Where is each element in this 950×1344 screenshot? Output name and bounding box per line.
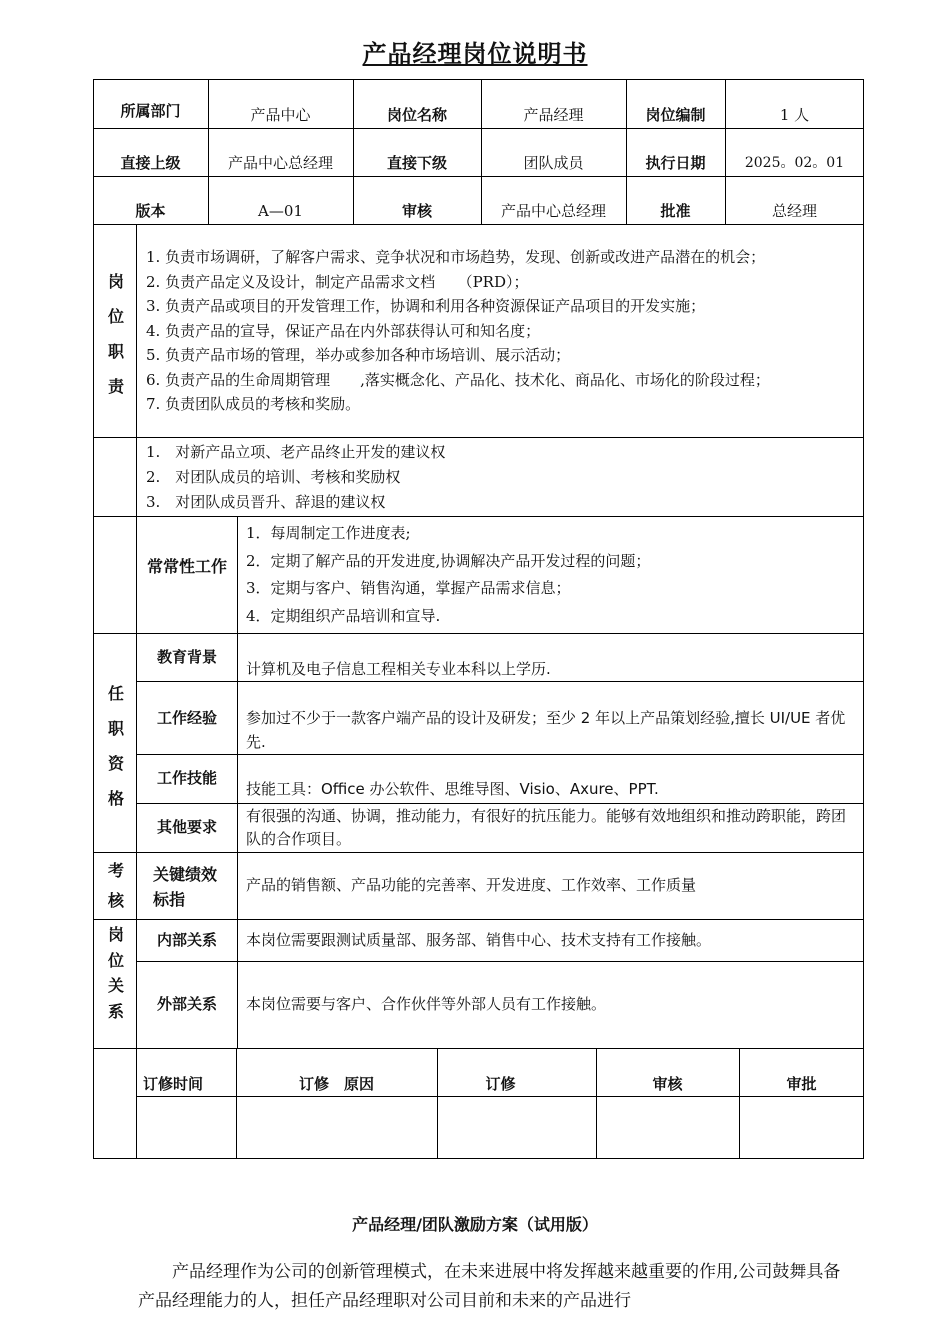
- routine-item: 1．每周制定工作进度表;: [246, 524, 411, 542]
- subordinate-label: 直接下级: [386, 154, 447, 172]
- duty-item: 7. 负责团队成员的考核和奖励。: [146, 395, 361, 413]
- superior-value: 产品中心总经理: [227, 154, 333, 172]
- revision-header-review: 审核: [652, 1075, 683, 1093]
- date-label: 执行日期: [645, 154, 706, 172]
- experience-value: 参加过不少于一款客户端产品的设计及研发；至少 2 年以上产品策划经验,擅长 UI/UE 者优先.: [246, 709, 846, 751]
- revision-header-approve: 审批: [786, 1075, 817, 1093]
- version-label: 版本: [135, 202, 166, 220]
- quota-label: 岗位编制: [645, 106, 706, 124]
- duty-item: 1. 负责市场调研，了解客户需求、竞争状况和市场趋势，发现、创新或改进产品潜在的机会；: [146, 248, 766, 266]
- quota-value: 1 人: [779, 106, 810, 124]
- revision-header-reason: 订修 原因: [298, 1075, 374, 1093]
- education-value: 计算机及电子信息工程相关专业本科以上学历.: [246, 660, 551, 678]
- version-value: A—01: [258, 202, 303, 220]
- section-title: 产品经理/团队激励方案（试用版）: [352, 1215, 598, 1234]
- routine-item: 4．定期组织产品培训和宣导.: [246, 606, 441, 625]
- duty-item: 6. 负责产品的生命周期管理 ,落实概念化、产品化、技术化、商品化、市场化的阶段过程；: [146, 370, 770, 389]
- dept-label: 所属部门: [120, 102, 181, 120]
- date-value: 2025。02。01: [744, 155, 845, 171]
- duties-list: [146, 245, 770, 417]
- intro-paragraph: 产品经理作为公司的创新管理模式，在未来进展中将发挥越来越重要的作用,公司鼓舞具备产品经理能力的人，担任产品经理职对公司目前和未来的产品进行: [138, 1262, 841, 1311]
- routine-item: 3．定期与客户、销售沟通，掌握产品需求信息；: [246, 579, 571, 597]
- duty-item: 4. 负责产品的宣导，保证产品在内外部获得认可和知名度；: [146, 321, 541, 340]
- duty-item: 5. 负责产品市场的管理，举办或参加各种市场培训、展示活动；: [146, 346, 571, 364]
- review-value: 产品中心总经理: [500, 202, 606, 220]
- kpi-value: 产品的销售额、产品功能的完善率、开发进度、工作效率、工作质量: [246, 876, 697, 894]
- post-value: 产品经理: [523, 106, 584, 124]
- duty-item: 2. 负责产品定义及设计，制定产品需求文档 （PRD）；: [146, 272, 529, 291]
- qualification-label: 任 职 资 格: [107, 684, 124, 808]
- education-label: 教育背景: [156, 648, 217, 666]
- experience-label: 工作经验: [156, 709, 217, 727]
- relations-label: 岗 位 关 系: [107, 925, 124, 1021]
- external-value: 本岗位需要与客户、合作伙伴等外部人员有工作接触。: [246, 995, 607, 1013]
- duty-item: 3. 负责产品或项目的开发管理工作，协调和利用各种资源保证产品项目的开发实施；: [146, 297, 706, 315]
- kpi-label: 关键绩效标指: [153, 865, 218, 909]
- skills-label: 工作技能: [156, 769, 217, 787]
- other-label: 其他要求: [156, 818, 217, 836]
- subordinate-value: 团队成员: [523, 154, 584, 172]
- page-title: 产品经理岗位说明书: [362, 40, 588, 68]
- external-label: 外部关系: [156, 995, 217, 1013]
- routine-label: 常常性工作: [146, 557, 227, 576]
- post-label: 岗位名称: [386, 106, 447, 124]
- duties-label: 岗 位 职 责: [107, 272, 124, 396]
- approve-value: 总经理: [771, 202, 817, 220]
- superior-label: 直接上级: [120, 154, 181, 172]
- authority-item: 2. 对团队成员的培训、考核和奖励权: [146, 468, 401, 486]
- approve-label: 批准: [660, 202, 691, 220]
- revision-header-time: 订修时间: [142, 1075, 203, 1093]
- other-value: 有很强的沟通、协调，推动能力，有很好的抗压能力。能够有效地组织和推动跨职能，跨团队的合作项目。: [246, 807, 847, 848]
- skills-value: 技能工具：Office 办公软件、思维导图、Visio、Axure、PPT.: [246, 780, 659, 798]
- assessment-label: 考 核: [107, 861, 124, 910]
- revision-header-revise: 订修: [485, 1075, 516, 1093]
- internal-value: 本岗位需要跟测试质量部、服务部、销售中心、技术支持有工作接触。: [246, 931, 712, 949]
- internal-label: 内部关系: [156, 931, 217, 949]
- routine-list: [246, 520, 650, 630]
- authority-item: 3. 对团队成员晋升、辞退的建议权: [146, 493, 386, 511]
- authority-list: [146, 440, 445, 515]
- routine-item: 2．定期了解产品的开发进度,协调解决产品开发过程的问题；: [246, 551, 651, 570]
- dept-value: 产品中心: [250, 106, 311, 124]
- authority-item: 1. 对新产品立项、老产品终止开发的建议权: [146, 443, 446, 461]
- review-label: 审核: [401, 202, 432, 220]
